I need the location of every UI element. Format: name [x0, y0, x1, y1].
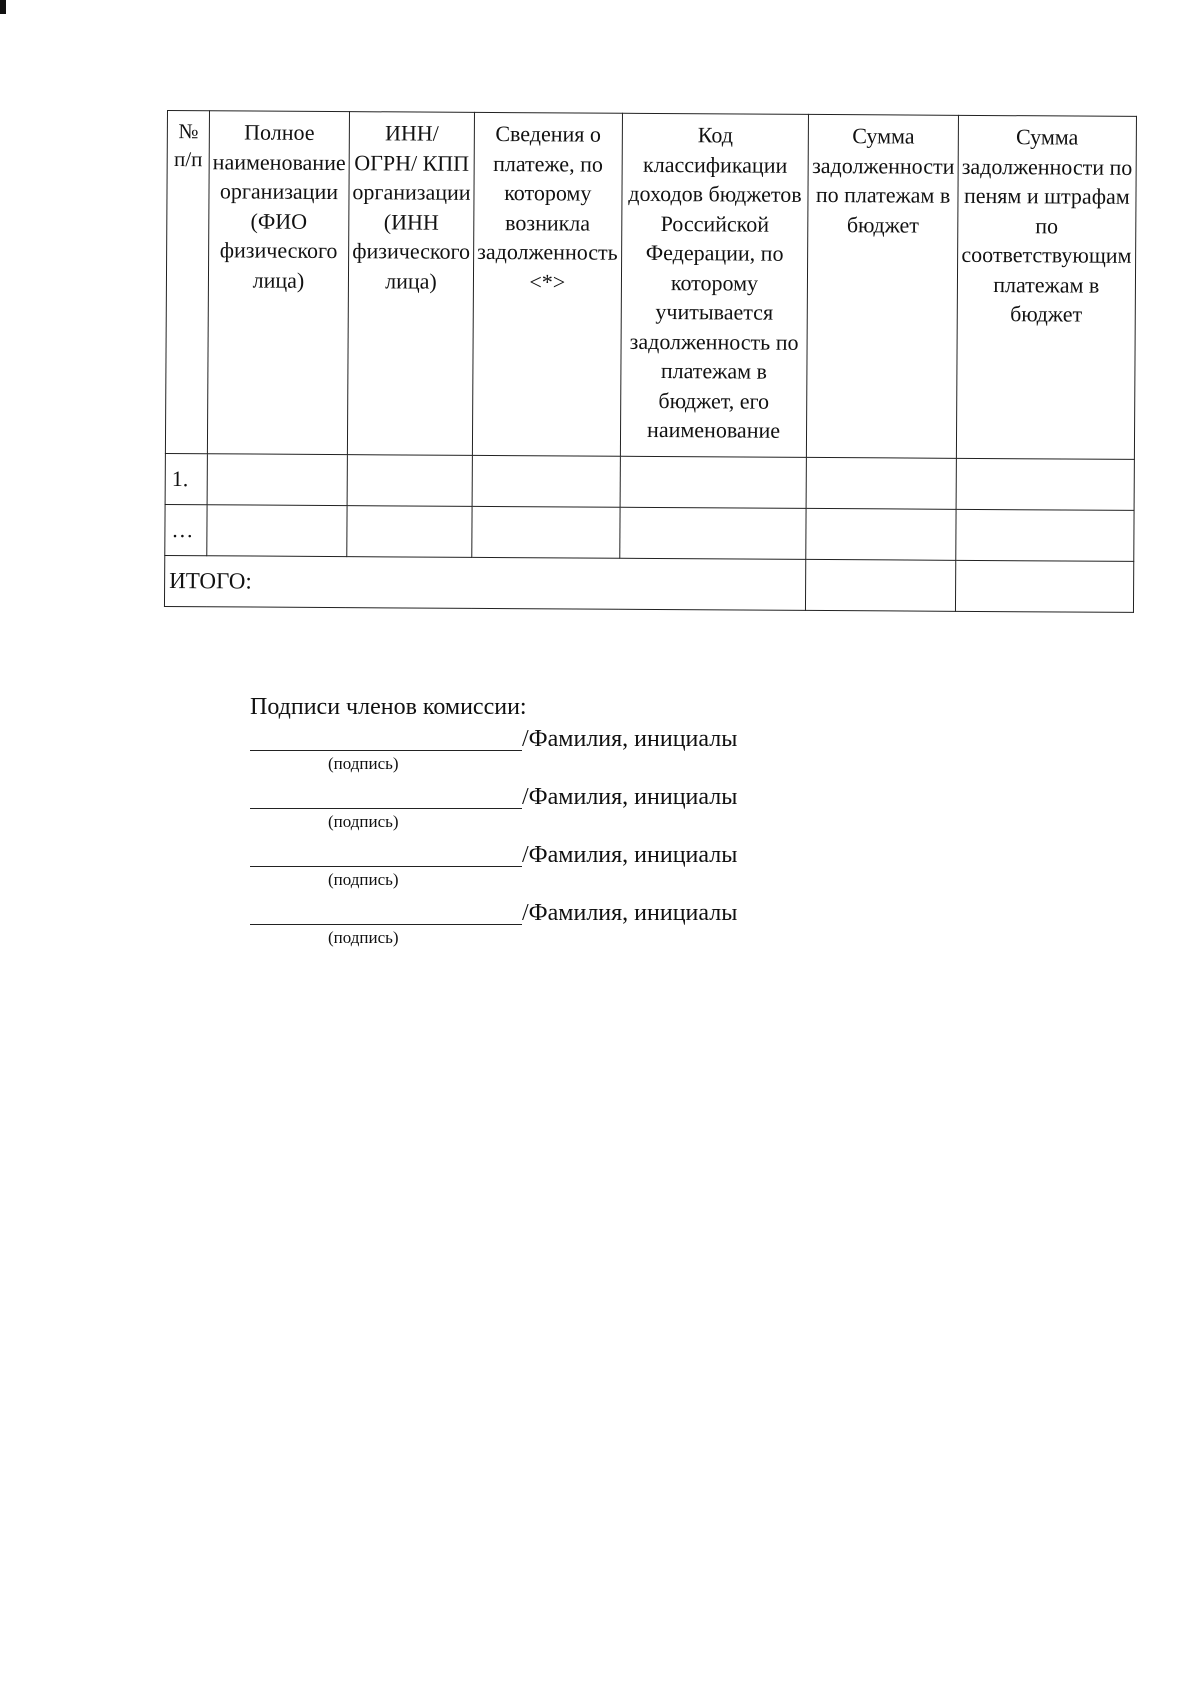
table-row: [165, 504, 1134, 561]
table-cell: [806, 508, 956, 560]
debt-table: [164, 110, 1137, 613]
table-row: [165, 453, 1134, 510]
row-number: 1.: [165, 453, 207, 504]
table-cell: [207, 505, 347, 557]
scan-corner-mark: [0, 0, 6, 14]
table-header-row: [165, 111, 1136, 460]
table-cell: [207, 454, 347, 506]
table-cell: [347, 506, 472, 558]
signature-caption: (подпись): [328, 754, 399, 773]
signature-line: [250, 924, 522, 925]
signatures-title: Подписи членов комиссии:: [250, 694, 527, 720]
signature-name-label: /Фамилия, инициалы: [522, 900, 738, 926]
header-penalty-amount: Сумма задолженности по пеням и штрафам по соответствующим платежам в бюджет: [956, 115, 1136, 459]
header-payment-info: Сведения о платеже, по которому возникла задолженность <*>: [472, 112, 622, 456]
signature-line: [250, 808, 522, 809]
signature-caption: (подпись): [328, 928, 399, 947]
signature-entry: [250, 898, 950, 956]
header-inn-ogrn-kpp: ИНН/ ОГРН/ КПП организации (ИНН физического лица): [347, 112, 474, 456]
table-cell: [620, 456, 807, 508]
table-cell: [955, 509, 1134, 561]
table-cell: [807, 457, 957, 509]
signature-entry: [250, 724, 950, 782]
table-cell: [956, 458, 1135, 510]
table-cell: [619, 507, 806, 559]
signature-caption: (подпись): [328, 870, 399, 889]
total-label: ИТОГО:: [164, 555, 806, 610]
commission-signatures: [250, 692, 950, 956]
total-debt-cell: [806, 559, 956, 611]
signature-line: [250, 750, 522, 751]
table-total-row: [164, 555, 1133, 612]
total-penalty-cell: [955, 560, 1134, 612]
signature-name-label: /Фамилия, инициалы: [522, 726, 738, 752]
signature-name-label: /Фамилия, инициалы: [522, 784, 738, 810]
signature-line: [250, 866, 522, 867]
header-budget-classification-code: Код классификации доходов бюджетов Российской Федерации, по которому учитывается задолженность по платежам в бюджет, его наименование: [620, 113, 809, 457]
table-cell: [347, 455, 472, 507]
header-debt-amount: Сумма задолженности по платежам в бюджет: [807, 114, 958, 458]
signature-entry: [250, 840, 950, 898]
header-organization-name: Полное наименование организации (ФИО физического лица): [207, 111, 349, 455]
signature-entry: [250, 782, 950, 840]
table-cell: [472, 506, 620, 558]
row-number: …: [165, 504, 207, 555]
signature-name-label: /Фамилия, инициалы: [522, 842, 738, 868]
table-cell: [472, 455, 620, 507]
header-number: № п/п: [165, 111, 209, 454]
signature-caption: (подпись): [328, 812, 399, 831]
